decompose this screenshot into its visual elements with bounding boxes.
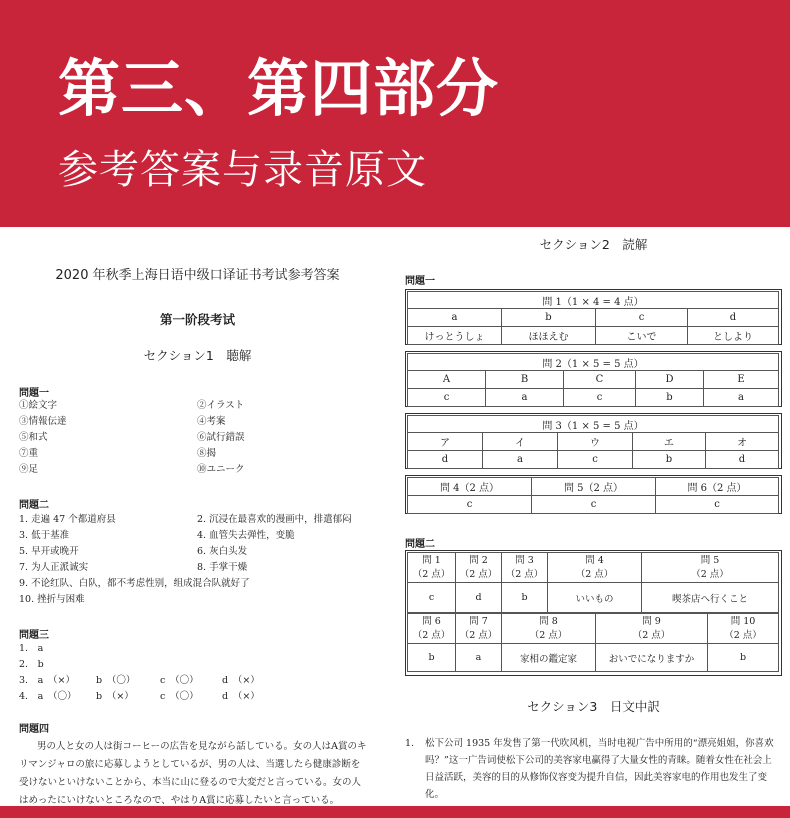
table-cell: c bbox=[408, 389, 486, 407]
table-cell: いいもの bbox=[548, 583, 642, 613]
table-col: b bbox=[502, 309, 596, 327]
answer-table-2 bbox=[405, 351, 782, 407]
q3-cell: d （×） bbox=[222, 675, 260, 686]
table-col: C bbox=[564, 371, 636, 389]
table-col: イ bbox=[483, 433, 558, 451]
table-cell: 喫茶店へ行くこと bbox=[642, 583, 779, 613]
table-col: ア bbox=[408, 433, 483, 451]
q-points: （2 点） bbox=[459, 629, 498, 641]
q3-row: 4. a （〇） bbox=[19, 691, 77, 702]
table-cell: a bbox=[486, 389, 564, 407]
q3-cell: c （〇） bbox=[160, 691, 199, 702]
table-col bbox=[456, 614, 502, 644]
table-col: 問 5（2 点） bbox=[532, 478, 656, 496]
table-cell: d bbox=[456, 583, 502, 613]
q2-item: 1. 走遍 47 个都道府县 bbox=[19, 514, 116, 525]
q-num: 問 4 bbox=[585, 554, 604, 566]
table-col bbox=[502, 614, 596, 644]
q3-row: 3. a （×） bbox=[19, 675, 75, 686]
answer-table-5 bbox=[405, 550, 782, 676]
table-cell: c bbox=[564, 389, 636, 407]
section2-title: セクション2 読解 bbox=[539, 237, 648, 252]
table-cell: けっとうしょ bbox=[408, 327, 502, 345]
q-points: （2 点） bbox=[459, 568, 498, 580]
table-col: 問 6（2 点） bbox=[656, 478, 779, 496]
q-num: 問 2 bbox=[469, 554, 488, 566]
table-cell: a bbox=[483, 451, 558, 469]
q1-item: ⑨足 bbox=[19, 464, 39, 475]
header-banner bbox=[0, 0, 790, 227]
table-col: E bbox=[704, 371, 779, 389]
q2-item: 2. 沉浸在最喜欢的漫画中，排遣郁闷 bbox=[197, 514, 352, 525]
q2-item: 4. 血管失去弹性，变脆 bbox=[197, 530, 295, 541]
banner-title: 第三、第四部分 bbox=[58, 52, 500, 125]
q-num: 問 9 bbox=[642, 615, 661, 627]
q-num: 問 3 bbox=[515, 554, 534, 566]
table-col: d bbox=[688, 309, 779, 327]
q3-label: 問題三 bbox=[19, 630, 49, 641]
q1-item: ⑥試行錯誤 bbox=[197, 432, 245, 443]
q2-item: 9. 不论红队、白队，都不考虑性别，组成混合队就好了 bbox=[19, 578, 250, 589]
q3-cell: c （〇） bbox=[160, 675, 199, 686]
q1-label: 問題一 bbox=[19, 388, 49, 399]
doc-title: 2020 年秋季上海日语中级口译证书考试参考答案 bbox=[55, 268, 340, 283]
q-num: 問 7 bbox=[469, 615, 488, 627]
banner-subtitle: 参考答案与录音原文 bbox=[58, 147, 427, 193]
table-cell: としより bbox=[688, 327, 779, 345]
table-cell: a bbox=[704, 389, 779, 407]
q1-item: ⑤和式 bbox=[19, 432, 48, 443]
table-col: オ bbox=[706, 433, 779, 451]
translation-text: 松下公司 1935 年发售了第一代吹风机，当时电视广告中所用的“漂亮姐姐，你喜欢吗？”这一广告词使松下公司的美容家电赢得了大量女性的青睐。随着女性在社会上日益活跃，美容的目的从修饰仪容变为提升自信，因此美容家电的作用也发生了变化。 bbox=[425, 738, 774, 800]
table-cell: c bbox=[408, 583, 456, 613]
q2-label: 問題二 bbox=[19, 500, 49, 511]
q1-item: ⑧揭 bbox=[197, 448, 217, 459]
table-col bbox=[456, 553, 502, 583]
translation-item bbox=[405, 735, 777, 803]
q-points: （2 点） bbox=[412, 629, 451, 641]
table-col: A bbox=[408, 371, 486, 389]
q2-item: 7. 为人正派诚实 bbox=[19, 562, 89, 573]
table-header: 問 2（1 × 5 = 5 点） bbox=[408, 354, 779, 371]
table-col bbox=[408, 614, 456, 644]
answer-table-3 bbox=[405, 413, 782, 469]
table-cell: b bbox=[502, 583, 548, 613]
table-cell: d bbox=[706, 451, 779, 469]
table-cell: d bbox=[408, 451, 483, 469]
q3-row: 1. a bbox=[19, 643, 44, 654]
q-points: （2 点） bbox=[691, 568, 729, 580]
table-header: 問 3（1 × 5 = 5 点） bbox=[408, 416, 779, 433]
table-cell: b bbox=[636, 389, 704, 407]
table-cell: b bbox=[633, 451, 706, 469]
table-cell: c bbox=[408, 496, 532, 514]
q1-item: ②イラスト bbox=[197, 400, 245, 411]
table-col bbox=[642, 553, 779, 583]
table-col: c bbox=[596, 309, 688, 327]
table-col bbox=[596, 614, 708, 644]
right-q2-label: 問題二 bbox=[405, 539, 435, 550]
table-cell: こいで bbox=[596, 327, 688, 345]
q1-item: ⑩ユニーク bbox=[197, 464, 245, 475]
table-cell: 家相の鑑定家 bbox=[502, 644, 596, 672]
q-num: 問 5 bbox=[700, 554, 720, 566]
answer-table-4 bbox=[405, 475, 782, 514]
q-num: 問 8 bbox=[539, 615, 558, 627]
q-num: 問 6 bbox=[422, 615, 441, 627]
table-col bbox=[708, 614, 779, 644]
table-cell: a bbox=[456, 644, 502, 672]
table-col bbox=[548, 553, 642, 583]
q-points: （2 点） bbox=[529, 629, 568, 641]
q2-item: 10. 挫折与困难 bbox=[19, 594, 85, 605]
table-col: 問 4（2 点） bbox=[408, 478, 532, 496]
table-col: a bbox=[408, 309, 502, 327]
q-points: （2 点） bbox=[412, 568, 451, 580]
footer-bar bbox=[0, 806, 790, 818]
q3-cell: b （×） bbox=[96, 691, 134, 702]
q2-item: 5. 早开或晚开 bbox=[19, 546, 79, 557]
translation-number: 1. bbox=[405, 738, 415, 749]
table-cell: おいでになりますか bbox=[596, 644, 708, 672]
stage-title: 第一阶段考试 bbox=[159, 312, 235, 327]
q3-cell: b （〇） bbox=[96, 675, 136, 686]
q2-item: 6. 灰白头发 bbox=[197, 546, 248, 557]
section1-title: セクション1 聴解 bbox=[143, 348, 252, 363]
table-cell: b bbox=[708, 644, 779, 672]
table-cell: c bbox=[656, 496, 779, 514]
q-num: 問 10 bbox=[730, 615, 756, 627]
section3-title: セクション3 日文中訳 bbox=[527, 699, 660, 714]
table-header: 問 1（1 × 4 = 4 点） bbox=[408, 292, 779, 309]
q2-item: 8. 手掌干燥 bbox=[197, 562, 248, 573]
q3-cell: d （×） bbox=[222, 691, 260, 702]
table-col bbox=[408, 553, 456, 583]
q1-item: ①絵文字 bbox=[19, 400, 58, 411]
table-col: ウ bbox=[558, 433, 633, 451]
table-cell: c bbox=[558, 451, 633, 469]
q4-paragraph: 男の人と女の人は街コーヒーの広告を見ながら話している。女の人はA賞のキリマンジャロの旅に応募しようとしているが、男の人は、当選したら健康診断を受けないといけないことから、本当に山に登るので大変だと言っている。女の人はめったにいけないところなので、やはりA賞に応募したいと言っている。 bbox=[19, 741, 367, 806]
q1-item: ③情報伝達 bbox=[19, 416, 67, 427]
table-col: B bbox=[486, 371, 564, 389]
q4-label: 問題四 bbox=[19, 724, 49, 735]
q3-row: 2. b bbox=[19, 659, 44, 670]
q1-item: ⑦重 bbox=[19, 448, 39, 459]
right-q1-label: 問題一 bbox=[405, 276, 435, 287]
q-num: 問 1 bbox=[422, 554, 441, 566]
q-points: （2 点） bbox=[632, 629, 671, 641]
table-col: D bbox=[636, 371, 704, 389]
q1-item: ④考案 bbox=[197, 416, 226, 427]
q-points: （2 点） bbox=[505, 568, 544, 580]
table-col bbox=[502, 553, 548, 583]
table-col: エ bbox=[633, 433, 706, 451]
table-cell: c bbox=[532, 496, 656, 514]
q-points: （2 点） bbox=[724, 629, 762, 641]
q2-item: 3. 低于基准 bbox=[19, 530, 70, 541]
table-cell: b bbox=[408, 644, 456, 672]
answer-table-1 bbox=[405, 289, 782, 345]
table-cell: ほほえむ bbox=[502, 327, 596, 345]
q-points: （2 点） bbox=[575, 568, 614, 580]
